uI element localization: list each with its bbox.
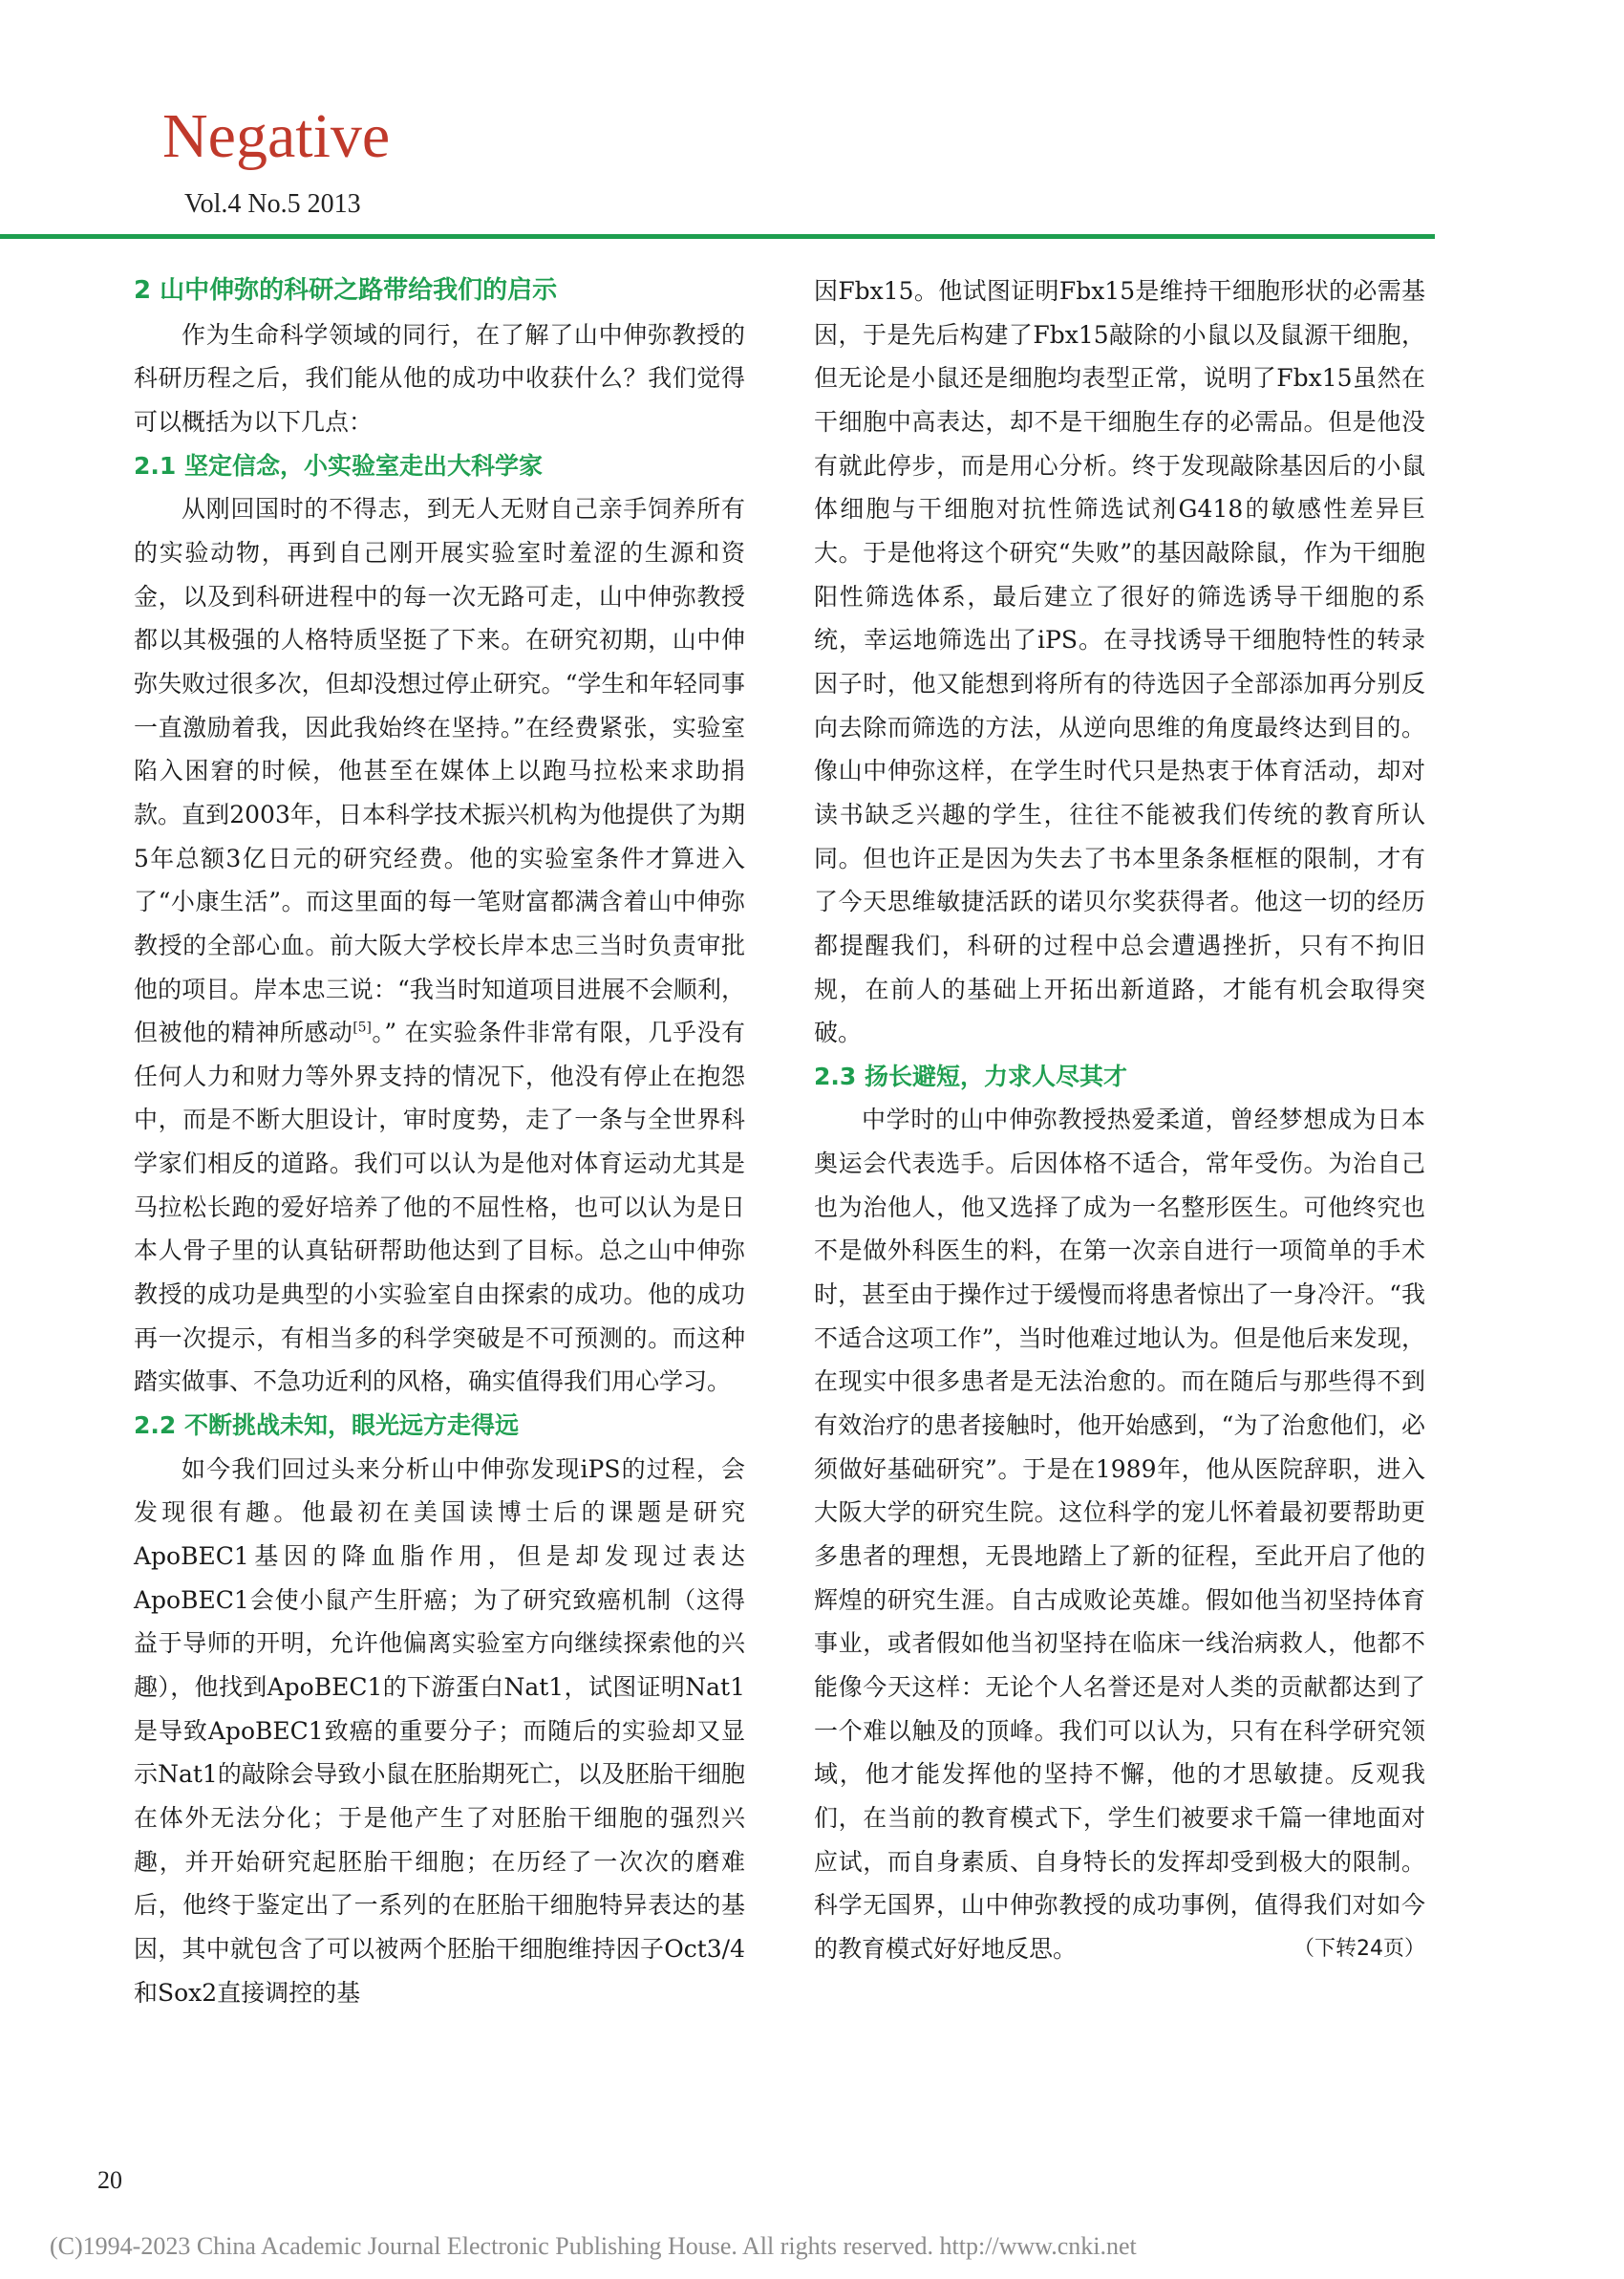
subsection-2-3-title: 2.3 扬长避短，力求人尽其才 xyxy=(814,1062,1127,1090)
paragraph-text-tail: 。” 在实验条件非常有限，几乎没有任何人力和财力等外界支持的情况下，他没有停止在抱怨中，而是不断大胆设计，审时度势，走了一条与全世界科学家们相反的道路。我们可以认为是他对体育运动尤其是马拉松长跑的爱好培养了他的不屈性格，也可以认为是日本人骨子里的认真钻研帮助他达到了目标。总之山中伸弥教授的成功是典型的小实验室自由探索的成功。他的成功再一次提示，有相当多的科学突破是不可预测的。而这种踏实做事、不急功近利的风格，确实值得我们用心学习。 xyxy=(134,1019,745,1396)
intro-paragraph: 作为生命科学领域的同行，在了解了山中伸弥教授的科研历程之后，我们能从他的成功中收获什么？我们觉得可以概括为以下几点： xyxy=(134,320,745,436)
subsection-2-2-paragraph: 如今我们回过头来分析山中伸弥发现iPS的过程，会发现很有趣。他最初在美国读博士后的课题是研究ApoBEC1基因的降血脂作用，但是却发现过表达ApoBEC1会使小鼠产生肝癌；为了研究致癌机制（这得益于导师的开明，允许他偏离实验室方向继续探索他的兴趣），他找到ApoBEC1的下游蛋白Nat1，试图证明Nat1是导致ApoBEC1致癌的重要分子；而随后的实验却又显示Nat1的敲除会导致小鼠在胚胎期死亡，以及胚胎干细胞在体外无法分化；于是他产生了对胚胎干细胞的强烈兴趣，并开始研究起胚胎干细胞；在历经了一次次的磨难后，他终于鉴定出了一系列的在胚胎干细胞特异表达的基因，其中就包含了可以被两个胚胎干细胞维持因子Oct3/4和Sox2直接调控的基 xyxy=(134,1454,745,2007)
volume-issue: Vol.4 No.5 2013 xyxy=(184,189,361,219)
header-rule xyxy=(0,234,1435,239)
subsection-2-3-paragraph xyxy=(814,1098,1425,1970)
continued-paragraph: 因Fbx15。他试图证明Fbx15是维持干细胞形状的必需基因，于是先后构建了Fbx15敲除的小鼠以及鼠源干细胞，但无论是小鼠还是细胞均表型正常，说明了Fbx15虽然在干细胞中高表达，却不是干细胞生存的必需品。但是他没有就此停步，而是用心分析。终于发现敲除基因后的小鼠体细胞与干细胞对抗性筛选试剂G418的敏感性差异巨大。于是他将这个研究“失败”的基因敲除鼠，作为干细胞阳性筛选体系，最后建立了很好的筛选诱导干细胞的系统，幸运地筛选出了iPS。在寻找诱导干细胞特性的转录因子时，他又能想到将所有的待选因子全部添加再分别反向去除而筛选的方法，从逆向思维的角度最终达到目的。像山中伸弥这样，在学生时代只是热衷于体育活动，却对读书缺乏兴趣的学生，往往不能被我们传统的教育所认同。但也许正是因为失去了书本里条条框框的限制，才有了今天思维敏捷活跃的诺贝尔奖获得者。他这一切的经历都提醒我们，科研的过程中总会遭遇挫折，只有不拘旧规，在前人的基础上开拓出新道路，才能有机会取得突破。 xyxy=(814,277,1425,1047)
section-title: 2 山中伸弥的科研之路带给我们的启示 xyxy=(134,276,558,305)
paragraph-text: 从刚回国时的不得志，到无人无财自己亲手饲养所有的实验动物，再到自己刚开展实验室时羞涩的生源和资金，以及到科研进程中的每一次无路可走，山中伸弥教授都以其极强的人格特质坚挺了下来。在研究初期，山中伸弥失败过很多次，但却没想过停止研究。“学生和年轻同事一直激励着我，因此我始终在坚持。”在经费紧张，实验室陷入困窘的时候，他甚至在媒体上以跑马拉松来求助捐款。直到2003年，日本科学技术振兴机构为他提供了为期5年总额3亿日元的研究经费。他的实验室条件才算进入了“小康生活”。而这里面的每一笔财富都满含着山中伸弥教授的全部心血。前大阪大学校长岸本忠三当时负责审批他的项目。岸本忠三说：“我当时知道项目进展不会顺利，但被他的精神所感动 xyxy=(134,495,745,1047)
journal-name: Negative xyxy=(162,101,391,171)
copyright-notice: (C)1994-2023 China Academic Journal Electronic Publishing House. All rights reserved. http://www.cnki.net xyxy=(50,2232,1137,2260)
subsection-2-2-title: 2.2 不断挑战未知，眼光远方走得远 xyxy=(134,1411,519,1440)
page-number: 20 xyxy=(97,2166,122,2194)
paragraph-text: 中学时的山中伸弥教授热爱柔道，曾经梦想成为日本奥运会代表选手。后因体格不适合，常年受伤。为治自己也为治他人，他又选择了成为一名整形医生。可他终究也不是做外科医生的料，在第一次亲自进行一项简单的手术时，甚至由于操作过于缓慢而将患者惊出了一身冷汗。“我不适合这项工作”，当时他难过地认为。但是他后来发现，在现实中很多患者是无法治愈的。而在随后与那些得不到有效治疗的患者接触时，他开始感到，“为了治愈他们，必须做好基础研究”。于是在1989年，他从医院辞职，进入大阪大学的研究生院。这位科学的宠儿怀着最初要帮助更多患者的理想，无畏地踏上了新的征程，至此开启了他的辉煌的研究生涯。自古成败论英雄。假如他当初坚持体育事业，或者假如他当初坚持在临床一线治病救人，他都不能像今天这样：无论个人名誉还是对人类的贡献都达到了一个难以触及的顶峰。我们可以认为，只有在科学研究领域，他才能发挥他的坚持不懈，他的才思敏捷。反观我们，在当前的教育模式下，学生们被要求千篇一律地面对应试，而自身素质、自身特长的发挥却受到极大的限制。科学无国界，山中伸弥教授的成功事例，值得我们对如今的教育模式好好地反思。 xyxy=(814,1106,1425,1963)
continued-note: （下转24页） xyxy=(1293,1936,1425,1961)
left-column xyxy=(134,269,745,2014)
subsection-2-1-paragraph xyxy=(134,487,745,1404)
reference-marker: [5] xyxy=(353,1020,372,1036)
right-column xyxy=(814,269,1425,1971)
subsection-2-1-title: 2.1 坚定信念，小实验室走出大科学家 xyxy=(134,451,543,480)
